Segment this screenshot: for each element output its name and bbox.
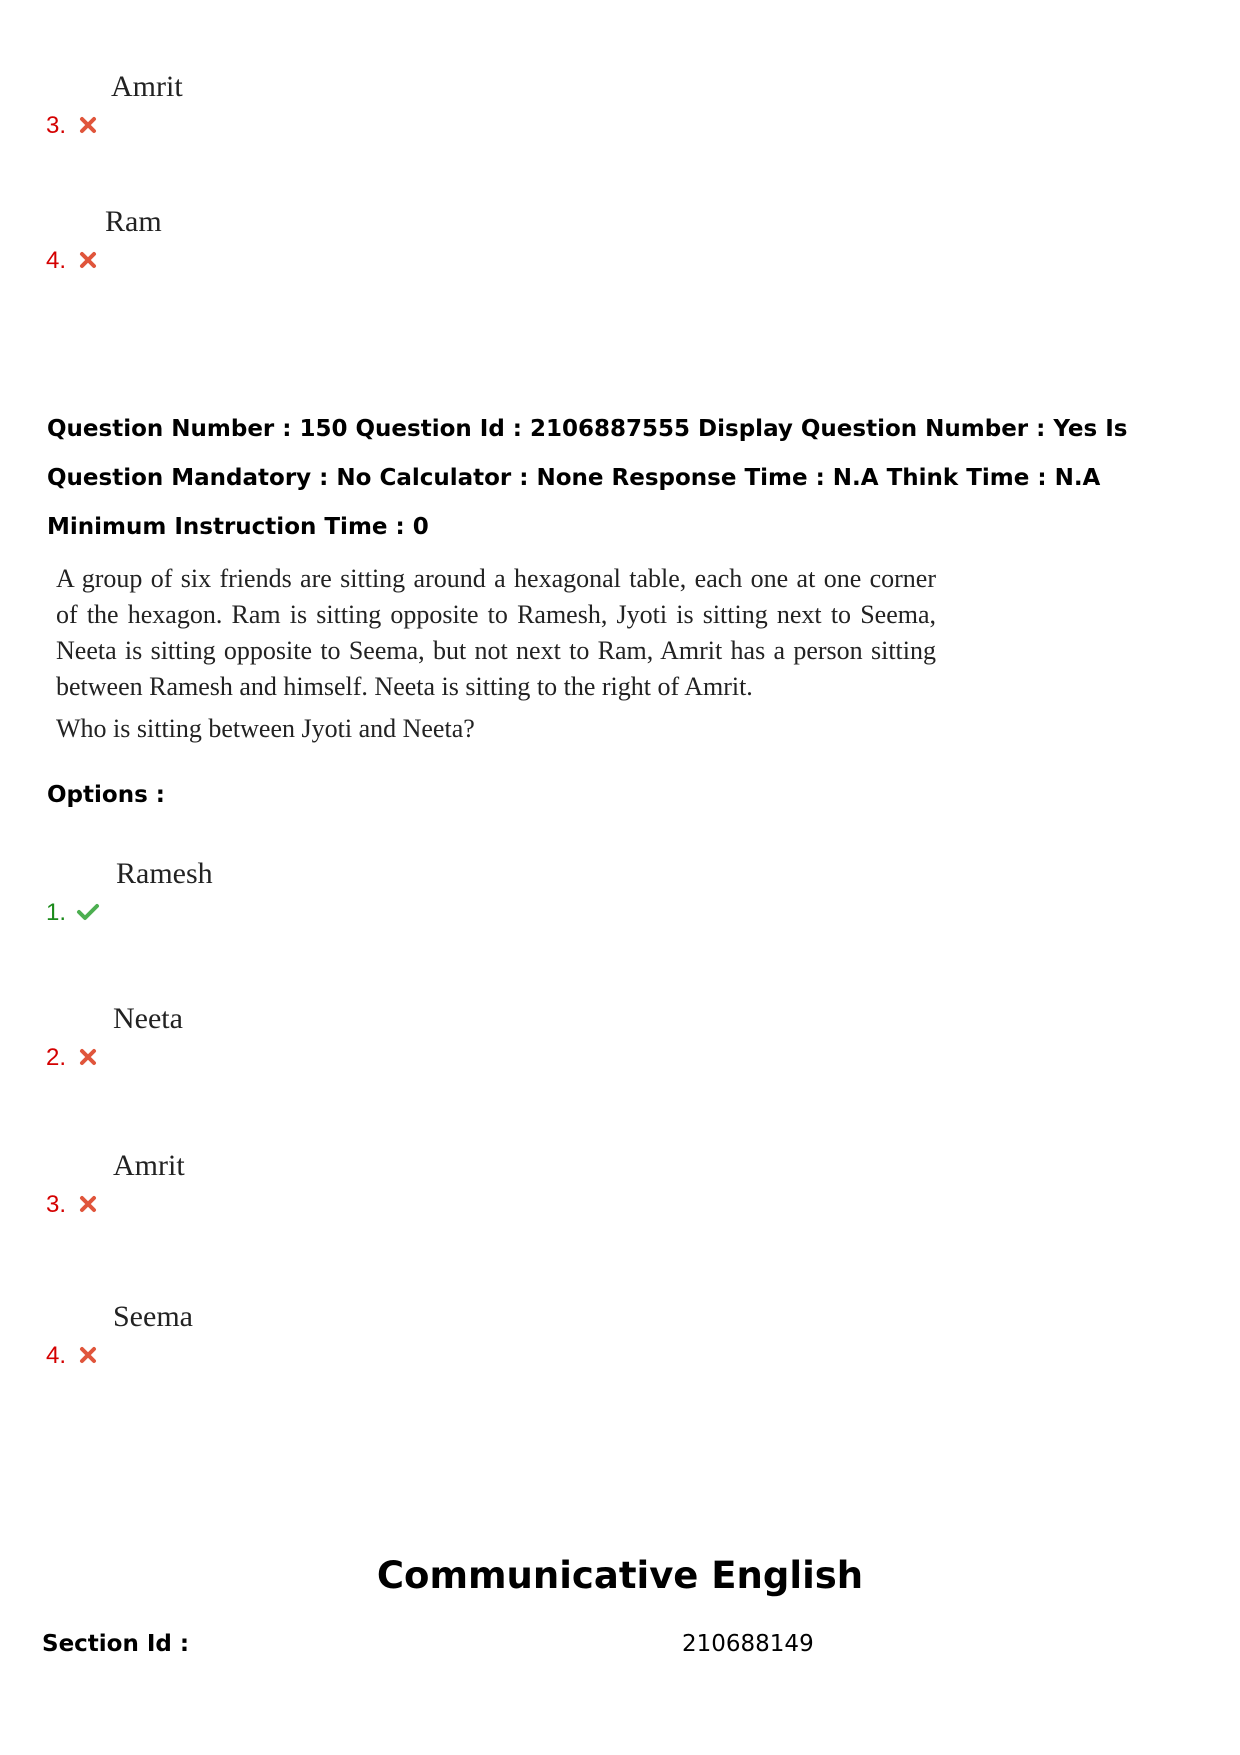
question-metadata: Question Number : 150 Question Id : 2106887555 Display Question Number : Yes Is Question Mandatory : No Calculator : None Response Time : N.A Think Time : N.A Minimum Instruction Time : 0 <box>47 416 1128 540</box>
option-number: 4. <box>46 1342 67 1369</box>
option-number: 4. <box>46 247 67 274</box>
option-number: 1. <box>46 899 67 926</box>
option-text: Ram <box>105 205 162 238</box>
option-text: Amrit <box>111 70 183 103</box>
option-row <box>46 857 646 927</box>
option-text: Ramesh <box>116 857 213 890</box>
section-title: Communicative English <box>376 1554 864 1597</box>
option-row <box>46 1149 646 1219</box>
option-row <box>46 1300 646 1370</box>
wrong-cross-icon <box>78 1346 98 1364</box>
option-text: Neeta <box>113 1002 183 1035</box>
option-number: 3. <box>46 112 67 139</box>
option-row <box>46 70 646 140</box>
passage-text: A group of six friends are sitting around a hexagonal table, each one at one corner of the hexagon. Ram is sitting opposite to Ramesh, Jyoti is sitting next to Seema, Neeta is sitting opposite to Seema, but not next to Ram, Amrit has a person sitting between Ramesh and himself. Neeta is sitting to the right of Amrit. <box>56 564 936 701</box>
option-number: 2. <box>46 1044 67 1071</box>
correct-check-icon <box>76 903 100 921</box>
section-id-value: 210688149 <box>682 1631 814 1657</box>
wrong-cross-icon <box>78 116 98 134</box>
options-label: Options : <box>47 782 165 808</box>
option-row <box>46 1002 646 1072</box>
question-passage <box>56 561 936 747</box>
option-text: Amrit <box>113 1149 185 1182</box>
question-ask: Who is sitting between Jyoti and Neeta? <box>56 714 475 743</box>
section-id-label: Section Id : <box>42 1631 190 1657</box>
wrong-cross-icon <box>78 251 98 269</box>
option-row <box>46 205 646 275</box>
wrong-cross-icon <box>78 1048 98 1066</box>
wrong-cross-icon <box>78 1195 98 1213</box>
option-text: Seema <box>113 1300 193 1333</box>
option-number: 3. <box>46 1191 67 1218</box>
